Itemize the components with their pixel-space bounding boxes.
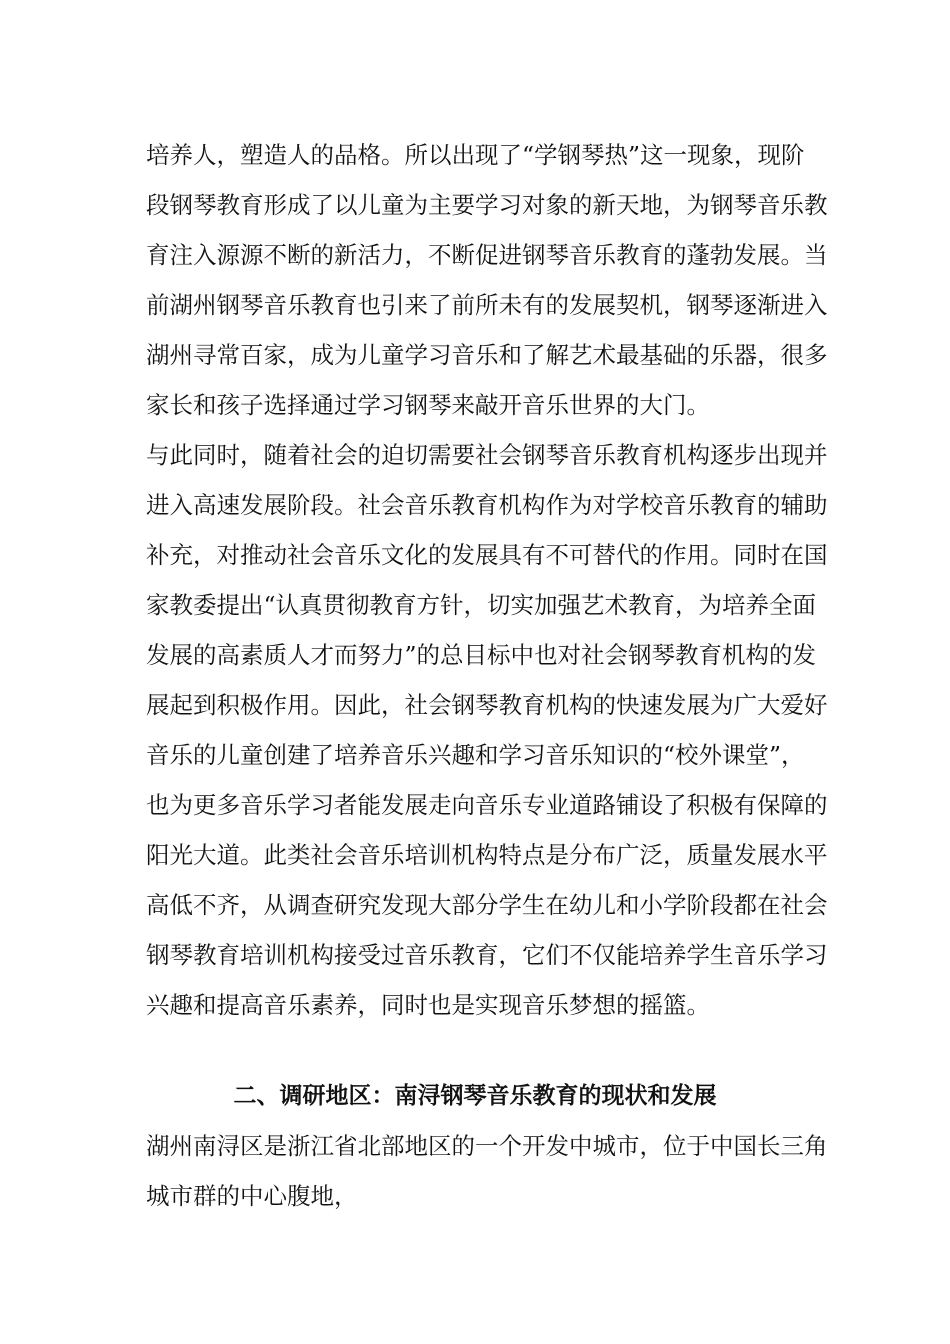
paragraph-1-line-3: 育注入源源不断的新活力，不断促进钢琴音乐教育的蓬勃发展。当 (146, 241, 828, 269)
paragraph-1-line-5: 湖州寻常百家，成为儿童学习音乐和了解艺术最基础的乐器，很多 (146, 341, 828, 369)
paragraph-2-line-10: 高低不齐，从调查研究发现大部分学生在幼儿和小学阶段都在社会 (146, 891, 828, 919)
paragraph-2-line-7: 音乐的儿童创建了培养音乐兴趣和学习音乐知识的“校外课堂”， (146, 741, 805, 769)
paragraph-1-line-1: 培养人，塑造人的品格。所以出现了“学钢琴热”这一现象，现阶 (146, 141, 805, 169)
paragraph-1-line-6: 家长和孩子选择通过学习钢琴来敲开音乐世界的大门。 (146, 391, 710, 419)
section-heading: 二、调研地区：南浔钢琴音乐教育的现状和发展 (233, 1083, 717, 1109)
paragraph-2-line-2: 进入高速发展阶段。社会音乐教育机构作为对学校音乐教育的辅助 (146, 491, 828, 519)
paragraph-2-line-11: 钢琴教育培训机构接受过音乐教育，它们不仅能培养学生音乐学习 (146, 941, 828, 969)
paragraph-2-line-12: 兴趣和提高音乐素养，同时也是实现音乐梦想的摇篮。 (146, 991, 710, 1019)
paragraph-2-line-9: 阳光大道。此类社会音乐培训机构特点是分布广泛，质量发展水平 (146, 841, 828, 869)
paragraph-2-line-8: 也为更多音乐学习者能发展走向音乐专业道路铺设了积极有保障的 (146, 791, 828, 819)
paragraph-3-line-2: 城市群的中心腹地， (146, 1182, 358, 1210)
paragraph-2-line-5: 发展的高素质人才而努力”的总目标中也对社会钢琴教育机构的发 (146, 641, 817, 669)
paragraph-2-line-6: 展起到积极作用。因此，社会钢琴教育机构的快速发展为广大爱好 (146, 691, 828, 719)
paragraph-2-line-3: 补充，对推动社会音乐文化的发展具有不可替代的作用。同时在国 (146, 541, 828, 569)
paragraph-1-line-2: 段钢琴教育形成了以儿童为主要学习对象的新天地，为钢琴音乐教 (146, 191, 828, 219)
paragraph-2-line-1: 与此同时，随着社会的迫切需要社会钢琴音乐教育机构逐步出现并 (146, 441, 828, 469)
paragraph-2-line-4: 家教委提出“认真贯彻教育方针，切实加强艺术教育，为培养全面 (146, 591, 817, 619)
paragraph-1-line-4: 前湖州钢琴音乐教育也引来了前所未有的发展契机，钢琴逐渐进入 (146, 291, 828, 319)
paragraph-3-line-1: 湖州南浔区是浙江省北部地区的一个开发中城市，位于中国长三角 (146, 1132, 828, 1160)
